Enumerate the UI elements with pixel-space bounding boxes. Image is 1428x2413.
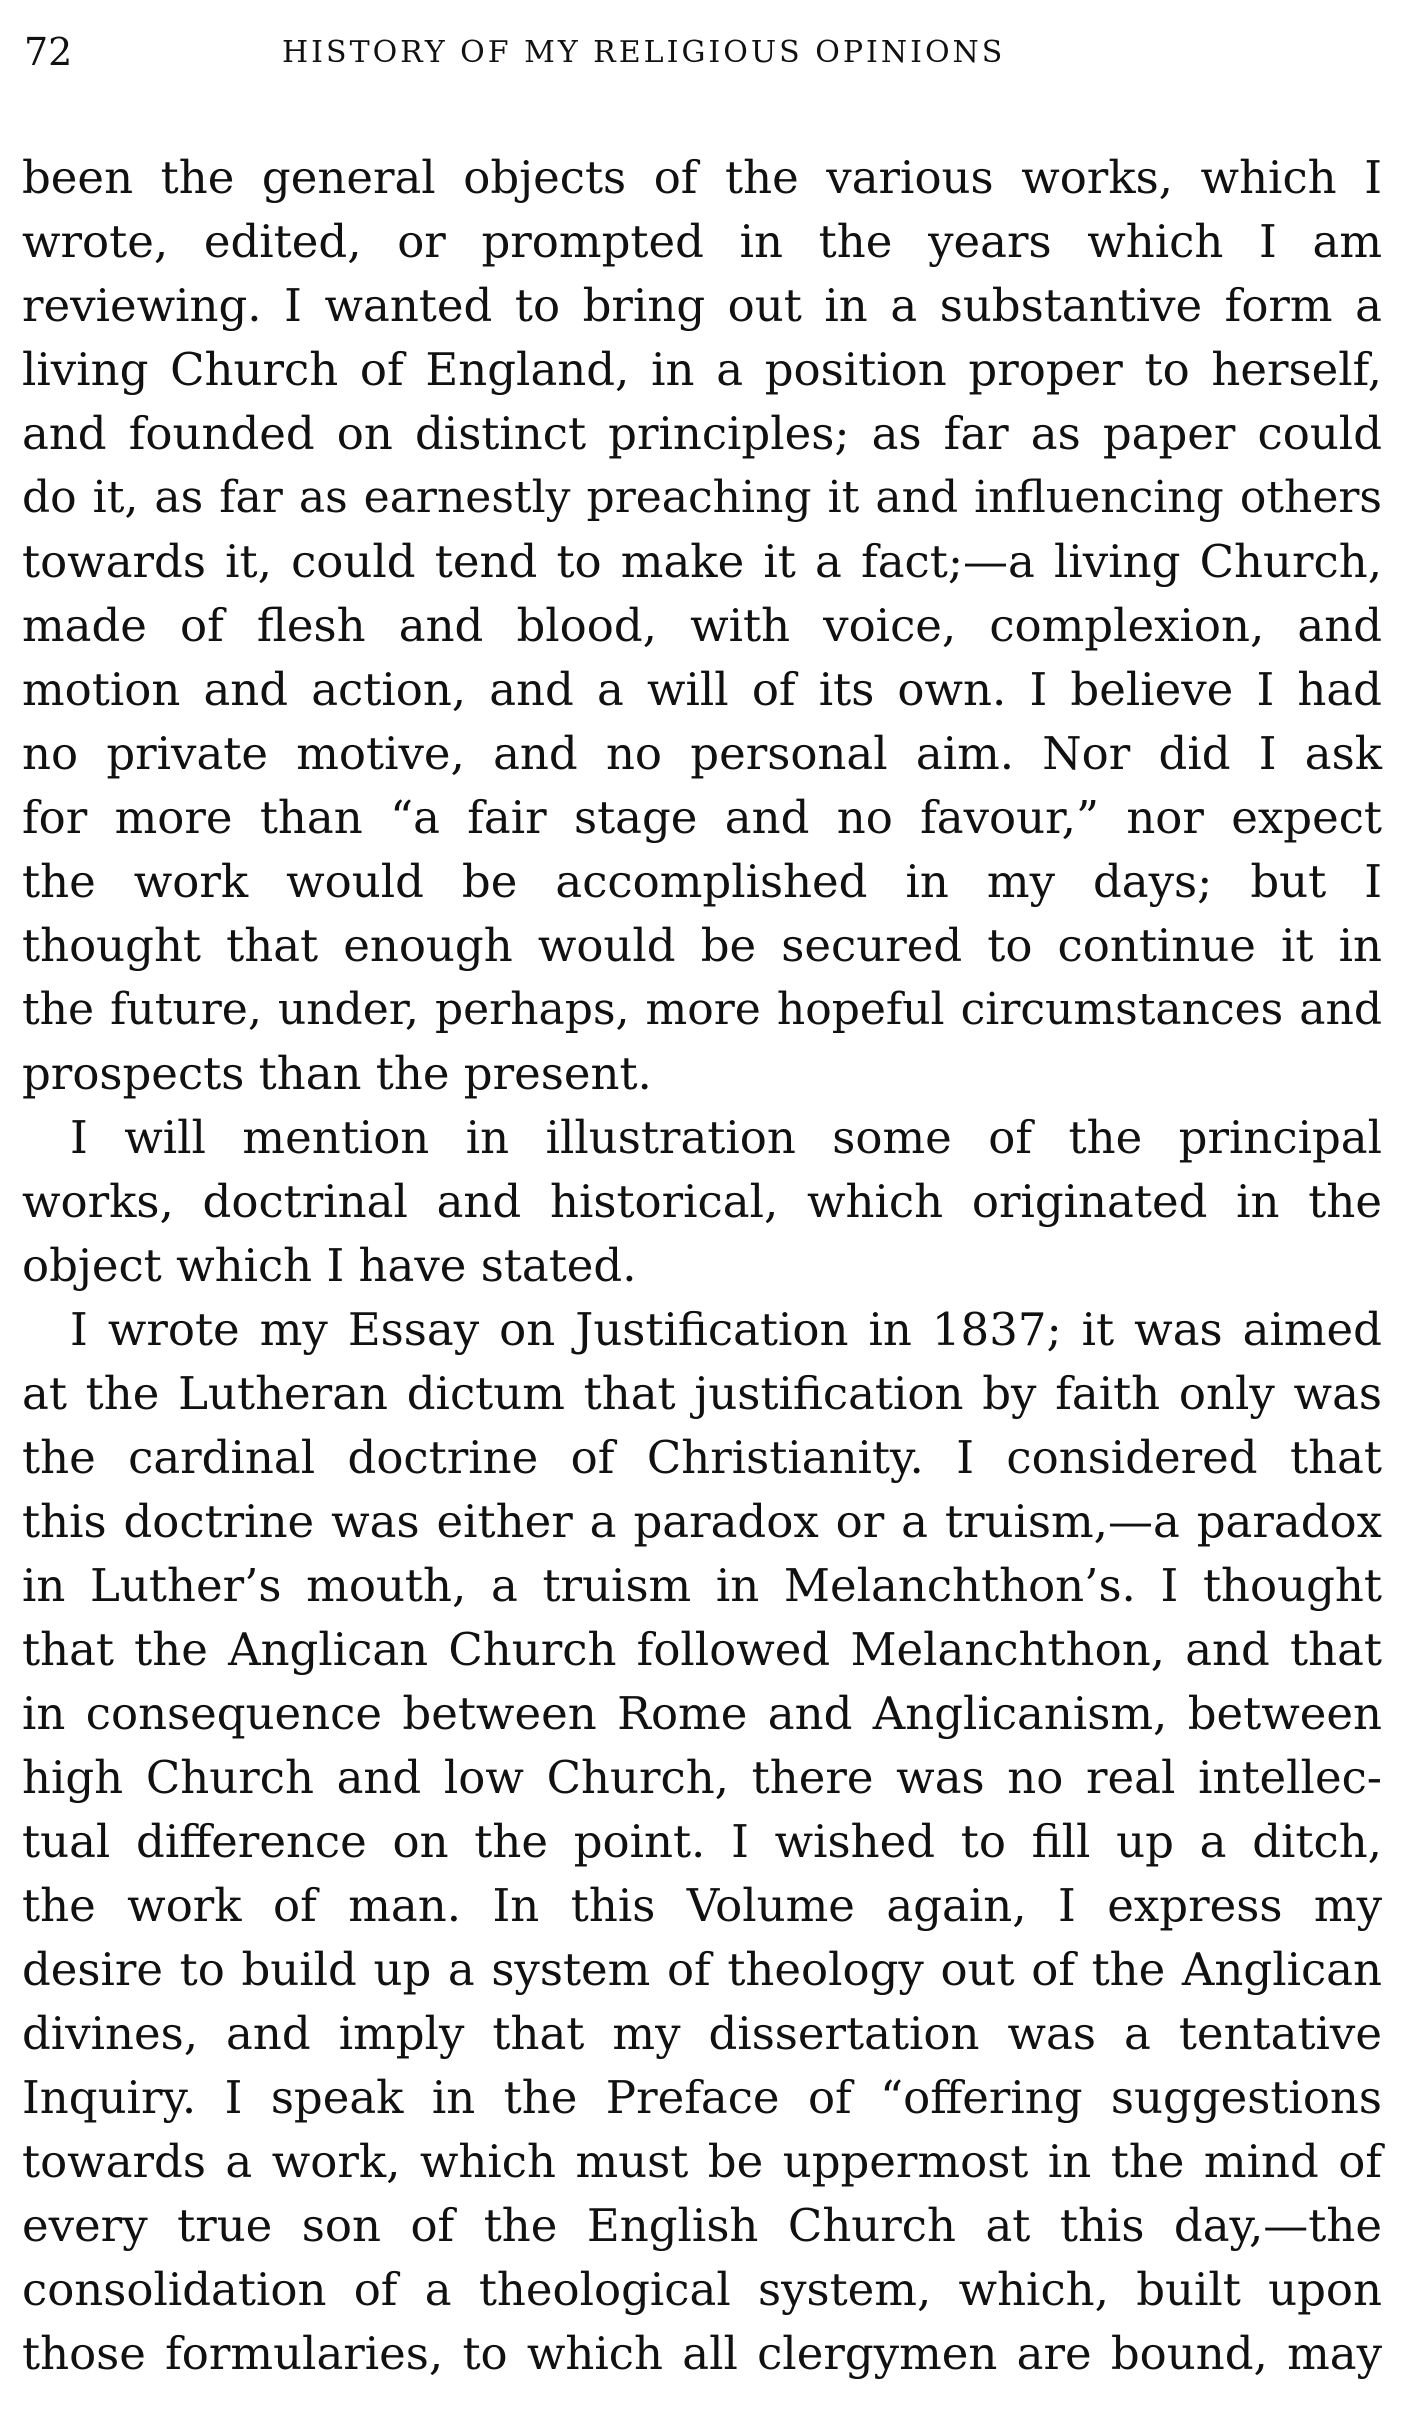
running-title: HISTORY OF MY RELIGIOUS OPINIONS [282,35,1006,70]
text-line: consolidation of a theological system, which, built upon [22,2263,1382,2316]
text-line: I wrote my Essay on Justification in 1837; it was aimed [70,1303,1382,1356]
text-line: every true son of the English Church at this day,—the [22,2199,1382,2252]
text-line: the work of man. In this Volume again, I express my [22,1879,1382,1932]
text-line: desire to build up a system of theology out of the Anglican [22,1943,1382,1996]
text-line: wrote, edited, or prompted in the years which I am [22,215,1382,268]
text-line: for more than “a fair stage and no favour,” nor expect [22,791,1382,844]
book-page [22,22,1382,2386]
text-line: high Church and low Church, there was no real intellec- [22,1751,1382,1804]
text-line: thought that enough would be secured to continue it in [22,919,1382,972]
text-line: divines, and imply that my dissertation was a tentative [22,2007,1382,2060]
page-number: 72 [24,30,73,74]
text-line: made of flesh and blood, with voice, complexion, and [22,599,1382,652]
text-line: at the Lutheran dictum that justification by faith only was [22,1367,1382,1420]
text-line: that the Anglican Church followed Melanchthon, and that [22,1623,1382,1676]
text-line: prospects than the present. [22,1047,652,1100]
text-line: do it, as far as earnestly preaching it and influencing others [22,472,1382,523]
running-head [22,22,1382,82]
text-line: the future, under, perhaps, more hopeful circumstances and [22,984,1382,1035]
text-line: those formularies, to which all clergymen are bound, may [22,2327,1382,2380]
text-line: living Church of England, in a position proper to herself, [22,343,1382,396]
text-line: towards it, could tend to make it a fact;—a living Church, [22,535,1382,588]
text-line: in consequence between Rome and Anglicanism, between [22,1687,1382,1740]
text-line: this doctrine was either a paradox or a truism,—a paradox [22,1495,1382,1548]
text-line: I will mention in illustration some of the principal [70,1111,1382,1164]
text-line: the cardinal doctrine of Christianity. I considered that [22,1431,1382,1484]
text-line: no private motive, and no personal aim. Nor did I ask [22,727,1382,780]
text-line: towards a work, which must be uppermost in the mind of [22,2135,1382,2188]
body-text [22,146,1382,2386]
text-line: works, doctrinal and historical, which originated in the [22,1175,1382,1228]
text-line: tual difference on the point. I wished to fill up a ditch, [22,1815,1382,1868]
text-line: object which I have stated. [22,1239,637,1292]
text-line: been the general objects of the various works, which I [22,151,1382,204]
text-line: reviewing. I wanted to bring out in a substantive form a [22,279,1382,332]
text-line: and founded on distinct principles; as far as paper could [22,407,1382,460]
text-line: in Luther’s mouth, a truism in Melanchthon’s. I thought [22,1559,1382,1612]
text-line: the work would be accomplished in my days; but I [22,855,1382,908]
text-line: motion and action, and a will of its own. I believe I had [22,663,1382,716]
text-line: Inquiry. I speak in the Preface of “offering suggestions [22,2071,1382,2124]
